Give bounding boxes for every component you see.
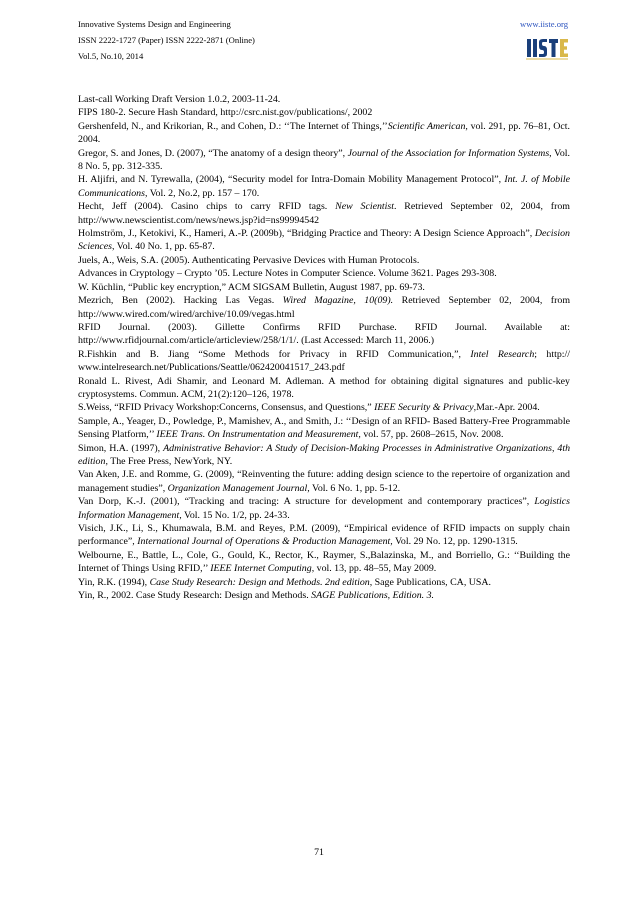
reference-text-segment: S.Weiss, “RFID Privacy Workshop:Concerns, Consensus, and Questions,”: [78, 402, 375, 414]
reference-text-segment: Juels, A., Weis, S.A. (2005). Authenticating Pervasive Devices with Human Protocols.: [78, 254, 420, 266]
page-number: 71: [314, 847, 324, 858]
reference-entry: [78, 442, 570, 469]
reference-italic-segment: SAGE Publications, Edition. 3.: [311, 590, 435, 602]
reference-entry: [78, 281, 570, 294]
reference-text-segment: , vol. 291, pp. 76–81, Oct. 2004.: [78, 120, 570, 146]
reference-text-segment: Retrieved September 02, 2004, from http://www.wired.com/wired/archive/10.09/vegas.html: [78, 295, 570, 320]
reference-entry: [78, 267, 570, 280]
website-link[interactable]: www.iiste.org: [520, 19, 568, 29]
reference-entry: [78, 348, 570, 375]
reference-text-segment: Sample, A., Yeager, D., Powledge, P., Mamishev, A., and Smith, J.: ‘‘Design of an RFID- Based Battery-Free Programmable Sensing Platform,’’: [78, 415, 570, 441]
reference-text-segment: Holmström, J., Ketokivi, K., Hameri, A.-P. (2009b), “Bridging Practice and Theory: A Design Science Approach”,: [78, 228, 535, 240]
reference-entry: [78, 120, 570, 147]
reference-entry: [78, 321, 570, 348]
reference-text-segment: Ronald L. Rivest, Adi Shamir, and Leonard M. Adleman. A method for obtaining digital signatures and public-key cryptosystems. Commun. ACM, 21(2):120–126, 1978.: [78, 375, 570, 400]
reference-text-segment: , The Free Press, NewYork, NY.: [105, 455, 233, 467]
reference-text-segment: Mezrich, Ben (2002). Hacking Las Vegas.: [78, 295, 283, 307]
reference-italic-segment: Int. J. of Mobile Communications: [78, 174, 570, 199]
reference-text-segment: Gregor, S. and Jones, D. (2007), “The anatomy of a design theory”,: [78, 147, 348, 159]
reference-text-segment: , Vol. 40 No. 1, pp. 65-87.: [112, 241, 215, 253]
reference-italic-segment: Organization Management Journal: [167, 482, 308, 494]
iiste-logo: [526, 36, 568, 60]
reference-entry: [78, 401, 570, 414]
reference-italic-segment: Decision Sciences: [78, 228, 570, 253]
journal-name: Innovative Systems Design and Engineering: [78, 19, 231, 29]
reference-entry: [78, 468, 570, 495]
reference-italic-segment: Journal of the Association for Information Systems: [347, 147, 550, 159]
reference-entry: [78, 522, 570, 549]
reference-text-segment: Gershenfeld, N., and Krikorian, R., and Cohen, D.: ‘‘The Internet of Things,’’: [78, 120, 388, 132]
reference-italic-segment: Administrative Behavior: A Study of Decision-Making Processes in Administrative Organizations: [163, 442, 552, 454]
reference-text-segment: , vol. 13, pp. 48–55, May 2009.: [311, 563, 437, 575]
reference-text-segment: ,Mar.-Apr. 2004.: [473, 402, 540, 414]
reference-text-segment: . Retrieved September 02, 2004, from http://www.newscientist.com/news/news.jsp?id=ns99994542: [78, 201, 570, 226]
reference-entry: [78, 294, 570, 321]
reference-text-segment: , Vol. 8 No. 5, pp. 312-335.: [78, 147, 570, 173]
reference-text-segment: Last-call Working Draft Version 1.0.2, 2003-11-24.: [78, 94, 281, 105]
reference-text-segment: R.Fishkin and B. Jiang “Some Methods for Privacy in RFID Communication,”,: [78, 348, 471, 360]
reference-text-segment: Simon, H.A. (1997),: [78, 442, 164, 454]
reference-italic-segment: Wired Magazine, 10(09).: [282, 295, 394, 307]
reference-entry: [78, 106, 570, 119]
reference-entry: [78, 147, 570, 174]
reference-text-segment: Yin, R., 2002. Case Study Research: Design and Methods.: [78, 590, 312, 602]
reference-text-segment: W. Küchlin, “Public key encryption,” ACM SIGSAM Bulletin, August 1987, pp. 69-73.: [78, 281, 425, 293]
reference-list: [78, 93, 570, 602]
reference-text-segment: ; http:// www.intelresearch.net/Publications/Seattle/062420041517_243.pdf: [78, 348, 570, 374]
reference-italic-segment: Logistics Information Management: [78, 496, 570, 521]
reference-text-segment: , Sage Publications, CA, USA.: [369, 576, 491, 588]
reference-entry: [78, 415, 570, 442]
reference-italic-segment: Intel Research: [470, 348, 535, 360]
reference-entry: [78, 375, 570, 402]
reference-entry: [78, 576, 570, 589]
reference-italic-segment: New Scientist: [335, 201, 394, 213]
reference-entry: [78, 549, 570, 576]
reference-italic-segment: IEEE Security & Privacy: [374, 402, 474, 414]
reference-text-segment: Advances in Cryptology – Crypto ’05. Lecture Notes in Computer Science. Volume 3621. Pages 293-308.: [78, 268, 497, 280]
reference-text-segment: , Vol. 15 No. 1/2, pp. 24-33.: [179, 509, 290, 521]
reference-text-segment: Hecht, Jeff (2004). Casino chips to carry RFID tags.: [78, 201, 336, 213]
volume-line: Vol.5, No.10, 2014: [78, 51, 144, 61]
reference-text-segment: , Vol. 29 No. 12, pp. 1290-1315.: [390, 536, 518, 548]
reference-italic-segment: IEEE Trans. On Instrumentation and Measurement: [156, 429, 359, 441]
reference-entry: [78, 173, 570, 200]
reference-text-segment: Visich, J.K., Li, S., Khumawala, B.M. and Reyes, P.M. (2009), “Empirical evidence of RFID impacts on supply chain performance”,: [78, 523, 570, 548]
reference-italic-segment: IEEE Internet Computing: [210, 563, 312, 575]
reference-text-segment: , Vol. 2, No.2, pp. 157 – 170.: [144, 187, 260, 199]
reference-text-segment: FIPS 180-2. Secure Hash Standard, http://csrc.nist.gov/publications/, 2002: [78, 107, 373, 119]
reference-text-segment: Welbourne, E., Battle, L., Cole, G., Gould, K., Rector, K., Raymer, S.,Balazinska, M., and Borriello, G.: ‘‘Building the Internet of Things Using RFID,’’: [78, 549, 570, 575]
issn-line: ISSN 2222-1727 (Paper) ISSN 2222-2871 (Online): [78, 35, 255, 45]
reference-text-segment: ,: [551, 442, 558, 454]
reference-text-segment: Van Aken, J.E. and Romme, G. (2009), “Reinventing the future: adding design science to the repertoire of organization and management studies”,: [78, 469, 570, 494]
reference-italic-segment: Scientific American: [387, 120, 466, 132]
reference-italic-segment: 4th edition: [78, 442, 571, 467]
reference-text-segment: , Vol. 6 No. 1, pp. 5-12.: [307, 482, 401, 494]
reference-text-segment: Van Dorp, K.-J. (2001), “Tracking and tracing: A structure for development and contemporary practices”,: [78, 496, 535, 508]
reference-entry: [78, 93, 570, 106]
reference-entry: [78, 200, 570, 227]
reference-entry: [78, 589, 570, 602]
reference-entry: [78, 495, 570, 522]
reference-entry: [78, 227, 570, 254]
reference-entry: [78, 254, 570, 267]
reference-italic-segment: International Journal of Operations & Production Management: [137, 536, 391, 548]
reference-text-segment: , vol. 57, pp. 2608–2615, Nov. 2008.: [358, 429, 504, 441]
reference-text-segment: Yin, R.K. (1994),: [78, 576, 150, 588]
reference-italic-segment: Case Study Research: Design and Methods. 2nd edition: [149, 576, 370, 588]
journal-header: [78, 16, 570, 88]
reference-text-segment: H. Aljifri, and N. Tyrewalla, (2004), “Security model for Intra-Domain Mobility Management Protocol”,: [78, 174, 505, 186]
reference-text-segment: RFID Journal. (2003). Gillette Confirms RFID Purchase. RFID Journal. Available at: http://www.rfidjournal.com/article/articleview/258/1/1/. (Last Accessed: March 11, 2006.): [78, 321, 570, 347]
